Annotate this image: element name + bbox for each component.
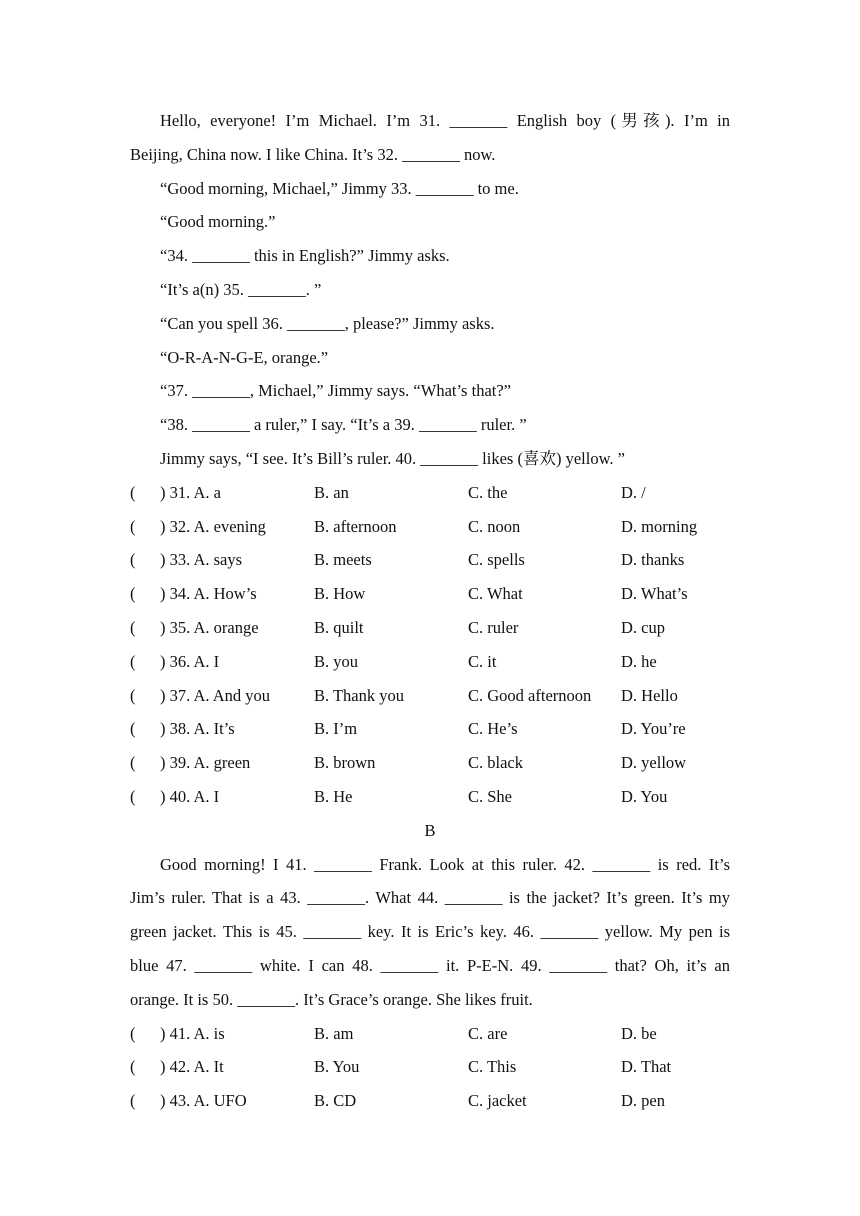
answer-bracket: ( <box>130 550 136 570</box>
question-row <box>130 577 730 611</box>
option-b: B. You <box>314 1057 360 1077</box>
answer-bracket: ( <box>130 685 136 705</box>
questions-b <box>130 1017 730 1118</box>
answer-bracket: ( <box>130 753 136 773</box>
question-row <box>130 1050 730 1084</box>
option-b: B. an <box>314 482 349 502</box>
passage-line: “It’s a(n) 35. _______. ” <box>160 279 322 299</box>
option-b: B. am <box>314 1023 354 1043</box>
option-b: B. How <box>314 584 366 604</box>
answer-bracket: ( <box>130 1023 136 1043</box>
passage-line: orange. It is 50. _______. It’s Grace’s orange. She likes fruit. <box>130 989 533 1009</box>
option-c: C. are <box>468 1023 508 1043</box>
option-a: ) 36. A. I <box>160 651 220 671</box>
option-d: D. be <box>621 1023 657 1043</box>
answer-bracket: ( <box>130 482 136 502</box>
question-row <box>130 1084 730 1118</box>
option-c: C. noon <box>468 516 521 536</box>
question-row <box>130 476 730 510</box>
option-b: B. meets <box>314 550 372 570</box>
passage-line: “Can you spell 36. _______, please?” Jimmy asks. <box>160 313 495 333</box>
option-a: ) 39. A. green <box>160 753 251 773</box>
option-a: ) 40. A. I <box>160 786 220 806</box>
option-d: D. That <box>621 1057 672 1077</box>
option-a: ) 35. A. orange <box>160 617 259 637</box>
option-d: D. You <box>621 786 668 806</box>
passage-line: Hello, everyone! I’m Michael. I’m 31. _______ English boy (男孩). I’m in <box>160 111 730 130</box>
answer-bracket: ( <box>130 786 136 806</box>
option-a: ) 33. A. says <box>160 550 243 570</box>
answer-bracket: ( <box>130 1057 136 1077</box>
option-c: C. What <box>468 584 523 604</box>
option-b: B. CD <box>314 1091 357 1111</box>
option-b: B. I’m <box>314 719 358 739</box>
option-d: D. / <box>621 482 646 502</box>
answer-bracket: ( <box>130 1091 136 1111</box>
question-row <box>130 645 730 679</box>
option-b: B. afternoon <box>314 516 397 536</box>
option-d: D. What’s <box>621 584 688 604</box>
passage-line: Jimmy says, “I see. It’s Bill’s ruler. 40. _______ likes (喜欢) yellow. ” <box>160 448 625 468</box>
option-d: D. morning <box>621 516 698 536</box>
option-d: D. thanks <box>621 550 685 570</box>
question-row <box>130 746 730 780</box>
option-a: ) 37. A. And you <box>160 685 271 705</box>
passage-line: Jim’s ruler. That is a 43. _______. What 44. _______ is the jacket? It’s green. It’s my <box>130 888 730 908</box>
passage-b <box>130 848 730 1017</box>
question-row <box>130 780 730 814</box>
questions-a <box>130 476 730 814</box>
section-b-heading: B <box>424 820 436 840</box>
answer-bracket: ( <box>130 584 136 604</box>
option-c: C. black <box>468 753 523 773</box>
option-c: C. spells <box>468 550 525 570</box>
option-d: D. You’re <box>621 719 686 739</box>
answer-bracket: ( <box>130 651 136 671</box>
passage-a <box>130 104 730 476</box>
option-d: D. cup <box>621 617 665 637</box>
option-c: C. jacket <box>468 1091 527 1111</box>
option-c: C. He’s <box>468 719 518 739</box>
document-page <box>130 104 730 1118</box>
option-c: C. it <box>468 651 497 671</box>
option-c: C. the <box>468 482 508 502</box>
option-a: ) 32. A. evening <box>160 516 266 536</box>
passage-line: green jacket. This is 45. _______ key. It is Eric’s key. 46. _______ yellow. My pen is <box>130 922 730 942</box>
question-row <box>130 1017 730 1051</box>
option-d: D. he <box>621 651 657 671</box>
passage-line: Good morning! I 41. _______ Frank. Look at this ruler. 42. _______ is red. It’s <box>160 854 730 874</box>
option-c: C. Good afternoon <box>468 685 592 705</box>
passage-line: blue 47. _______ white. I can 48. _______ it. P-E-N. 49. _______ that? Oh, it’s an <box>130 955 730 975</box>
answer-bracket: ( <box>130 719 136 739</box>
option-c: C. She <box>468 786 513 806</box>
passage-line: Beijing, China now. I like China. It’s 32. _______ now. <box>130 144 496 164</box>
passage-line: “34. _______ this in English?” Jimmy asks. <box>160 246 450 266</box>
answer-bracket: ( <box>130 617 136 637</box>
option-d: D. Hello <box>621 685 678 705</box>
option-c: C. This <box>468 1057 517 1077</box>
answer-bracket: ( <box>130 516 136 536</box>
passage-line: “Good morning.” <box>160 212 276 232</box>
passage-line: “O-R-A-N-G-E, orange.” <box>160 347 329 367</box>
passage-line: “Good morning, Michael,” Jimmy 33. _______ to me. <box>160 178 519 198</box>
option-a: ) 38. A. It’s <box>160 719 235 739</box>
passage-line: “37. _______, Michael,” Jimmy says. “What’s that?” <box>160 381 511 401</box>
question-row <box>130 543 730 577</box>
question-row <box>130 510 730 544</box>
question-row <box>130 679 730 713</box>
option-a: ) 41. A. is <box>160 1023 225 1043</box>
option-b: B. quilt <box>314 617 364 637</box>
option-b: B. Thank you <box>314 685 404 705</box>
option-b: B. brown <box>314 753 376 773</box>
option-a: ) 42. A. It <box>160 1057 224 1077</box>
option-a: ) 43. A. UFO <box>160 1091 247 1111</box>
option-c: C. ruler <box>468 617 519 637</box>
question-row <box>130 611 730 645</box>
option-a: ) 31. A. a <box>160 482 221 502</box>
option-b: B. He <box>314 786 353 806</box>
option-a: ) 34. A. How’s <box>160 584 257 604</box>
option-d: D. pen <box>621 1091 665 1111</box>
option-b: B. you <box>314 651 359 671</box>
passage-line: “38. _______ a ruler,” I say. “It’s a 39. _______ ruler. ” <box>160 415 527 435</box>
option-d: D. yellow <box>621 753 687 773</box>
question-row <box>130 712 730 746</box>
